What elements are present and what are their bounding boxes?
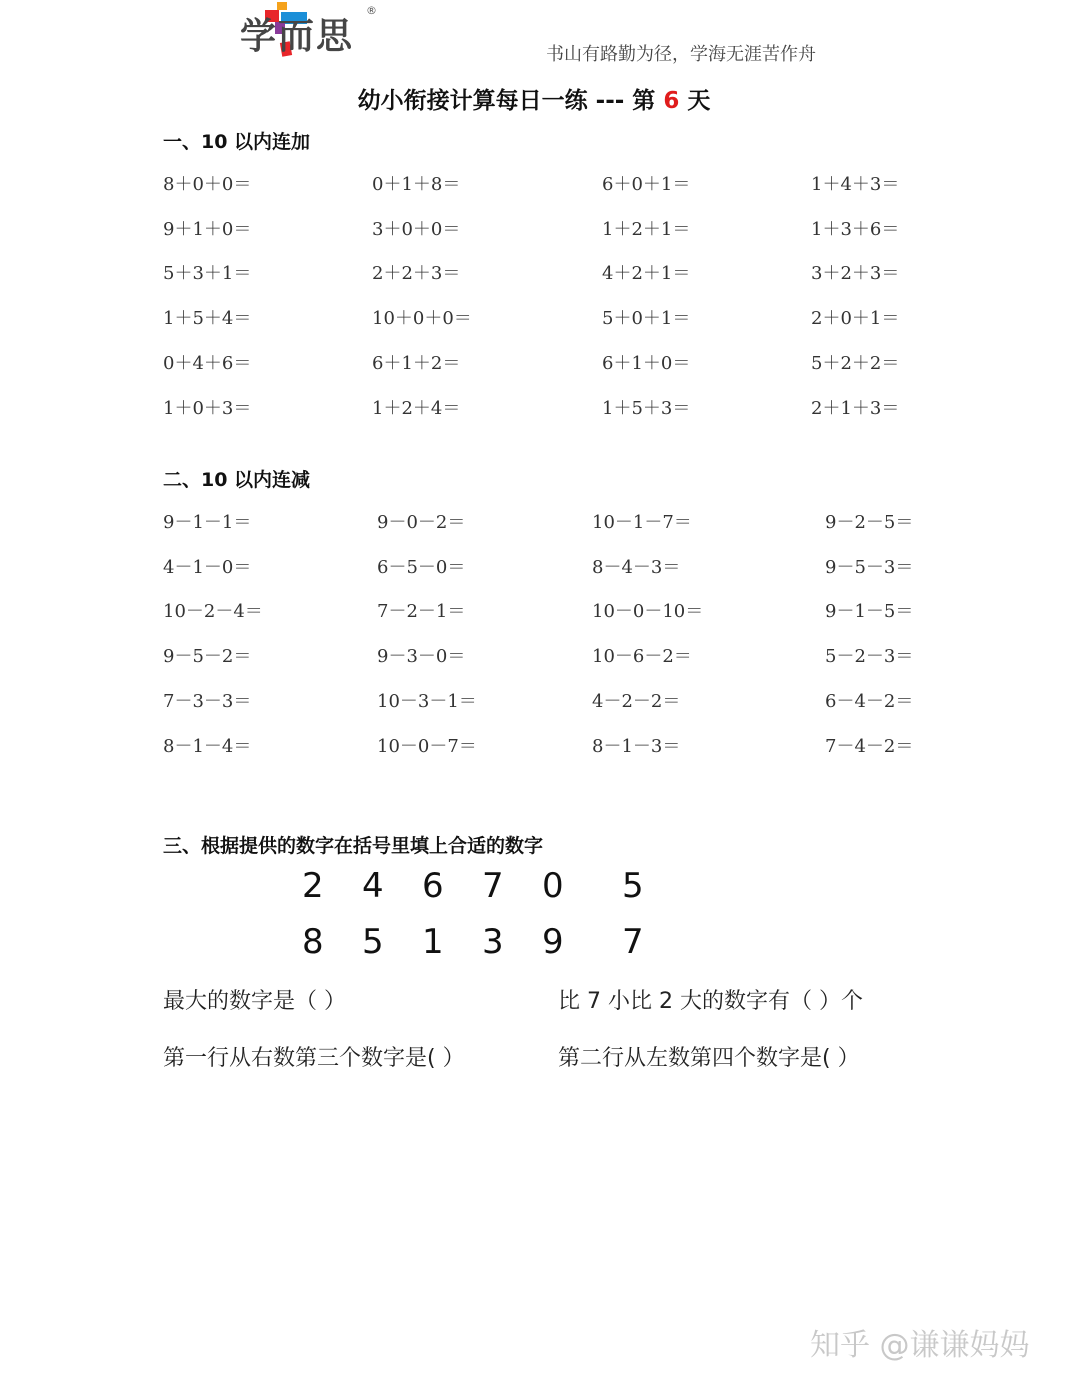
title-prefix: 幼小衔接计算每日一练 --- 第 — [357, 88, 664, 114]
exercise-item: 1＋5＋4＝ — [163, 308, 252, 330]
exercise-item: 8－4－3＝ — [592, 556, 681, 578]
exercise-item: 10－2－4＝ — [163, 601, 263, 623]
exercise-item: 1＋5＋3＝ — [602, 397, 691, 419]
exercise-item: 1＋4＋3＝ — [811, 174, 900, 195]
exercise-item: 6＋1＋0＝ — [602, 352, 691, 374]
exercise-item: 9－1－5＝ — [825, 601, 914, 623]
exercise-item: 3＋0＋0＝ — [372, 218, 461, 240]
motto: 书山有路勤为径，学海无涯苦作舟 — [546, 44, 816, 65]
section1-heading: 一、10 以内连加 — [163, 131, 311, 153]
digit: 7 — [622, 922, 644, 962]
exercise-item: 10－1－7＝ — [592, 512, 692, 533]
title-day-number: 6 — [663, 88, 680, 114]
digit: 7 — [482, 866, 504, 906]
exercise-item: 4－2－2＝ — [592, 690, 681, 712]
digit: 5 — [622, 866, 644, 906]
exercise-item: 10－0－10＝ — [592, 601, 704, 623]
exercise-item: 1＋2＋1＝ — [602, 218, 691, 240]
question-row2-fourth: 第二行从左数第四个数字是( ） — [558, 1046, 860, 1071]
exercise-item: 2＋0＋1＝ — [811, 308, 900, 330]
exercise-item: 10－3－1＝ — [377, 690, 477, 712]
exercise-item: 8－1－4＝ — [163, 735, 252, 757]
question-between: 比 7 小比 2 大的数字有（ ）个 — [558, 989, 863, 1014]
brand-name: 学而思 — [240, 16, 355, 57]
exercise-item: 6－5－0＝ — [377, 556, 466, 578]
exercise-item: 8－1－3＝ — [592, 735, 681, 757]
digit: 1 — [422, 922, 444, 962]
digit: 2 — [302, 866, 324, 906]
digit: 6 — [422, 866, 444, 906]
exercise-item: 5＋3＋1＝ — [163, 263, 252, 285]
exercise-item: 4－1－0＝ — [163, 556, 252, 578]
digit: 3 — [482, 922, 504, 962]
page-title — [0, 82, 1068, 115]
exercise-item: 7－2－1＝ — [377, 601, 466, 623]
watermark: 知乎 @谦谦妈妈 — [810, 1328, 1030, 1363]
exercise-item: 10＋0＋0＝ — [372, 308, 472, 330]
section2-heading: 二、10 以内连减 — [163, 469, 311, 491]
exercise-item: 5＋2＋2＝ — [811, 352, 900, 374]
exercise-item: 10－0－7＝ — [377, 735, 477, 757]
question-largest: 最大的数字是（ ） — [163, 989, 346, 1014]
exercise-item: 0＋4＋6＝ — [163, 352, 252, 374]
digit: 9 — [542, 922, 564, 962]
exercise-item: 9－2－5＝ — [825, 512, 914, 533]
exercise-item: 8＋0＋0＝ — [163, 174, 252, 195]
title-suffix: 天 — [679, 88, 711, 114]
registered-mark: ® — [366, 4, 377, 17]
exercise-item: 4＋2＋1＝ — [602, 263, 691, 285]
exercise-item: 9＋1＋0＝ — [163, 218, 252, 240]
exercise-item: 7－3－3＝ — [163, 690, 252, 712]
exercise-item: 6－4－2＝ — [825, 690, 914, 712]
exercise-item: 2＋2＋3＝ — [372, 263, 461, 285]
exercise-item: 9－1－1＝ — [163, 512, 252, 533]
exercise-item: 10－6－2＝ — [592, 646, 692, 668]
exercise-item: 1＋3＋6＝ — [811, 218, 900, 240]
exercise-item: 7－4－2＝ — [825, 735, 914, 757]
exercise-item: 0＋1＋8＝ — [372, 174, 461, 195]
exercise-item: 9－0－2＝ — [377, 512, 466, 533]
exercise-item: 5－2－3＝ — [825, 646, 914, 668]
exercise-item: 2＋1＋3＝ — [811, 397, 900, 419]
exercise-item: 6＋0＋1＝ — [602, 174, 691, 195]
exercise-item: 1＋0＋3＝ — [163, 397, 252, 419]
exercise-item: 1＋2＋4＝ — [372, 397, 461, 419]
digit: 4 — [362, 866, 384, 906]
digit: 5 — [362, 922, 384, 962]
exercise-item: 9－3－0＝ — [377, 646, 466, 668]
digit: 8 — [302, 922, 324, 962]
exercise-item: 5＋0＋1＝ — [602, 308, 691, 330]
exercise-item: 6＋1＋2＝ — [372, 352, 461, 374]
exercise-item: 9－5－2＝ — [163, 646, 252, 668]
digit: 0 — [542, 866, 564, 906]
question-row1-third: 第一行从右数第三个数字是( ） — [163, 1046, 465, 1071]
exercise-item: 3＋2＋3＝ — [811, 263, 900, 285]
section3-heading: 三、根据提供的数字在括号里填上合适的数字 — [163, 835, 544, 857]
exercise-item: 9－5－3＝ — [825, 556, 914, 578]
